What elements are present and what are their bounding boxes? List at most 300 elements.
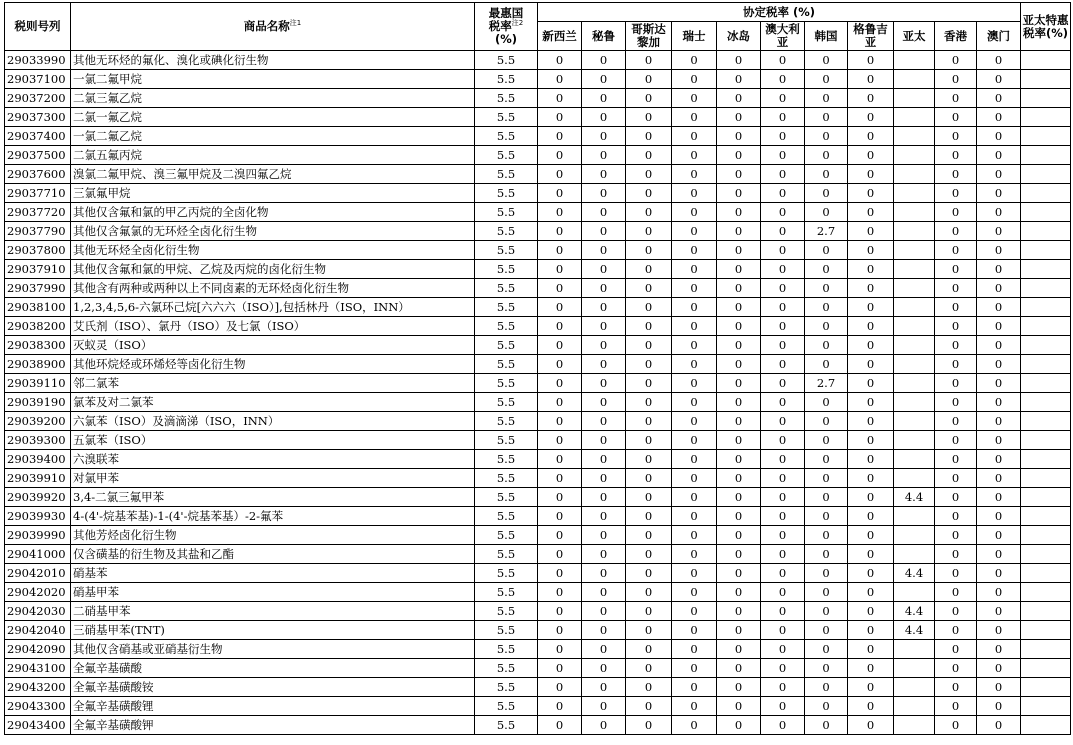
apta-special-cell [1021,621,1071,640]
agreement-rate-cell: 0 [805,450,848,469]
agreement-rate-cell: 0 [538,450,582,469]
agreement-rate-cell: 0 [977,545,1021,564]
agreement-rate-cell: 0 [848,108,894,127]
agreement-rate-cell: 0 [935,317,977,336]
agreement-rate-cell: 0 [717,621,761,640]
agreement-rate-cell: 0 [538,545,582,564]
header-country: 香港 [935,22,977,51]
table-row [5,108,1071,127]
agreement-rate-cell: 0 [805,355,848,374]
tariff-code-cell: 29037720 [5,203,71,222]
apta-special-cell [1021,545,1071,564]
agreement-rate-cell: 0 [672,203,717,222]
header-country: 澳门 [977,22,1021,51]
header-country: 冰岛 [717,22,761,51]
agreement-rate-cell: 0 [935,583,977,602]
agreement-rate-cell: 0 [848,279,894,298]
mfn-rate-cell: 5.5 [475,583,538,602]
agreement-rate-cell: 0 [582,526,626,545]
agreement-rate-cell: 0 [538,564,582,583]
agreement-rate-cell: 0 [582,279,626,298]
table-row [5,279,1071,298]
agreement-rate-cell: 0 [935,621,977,640]
agreement-rate-cell: 0 [538,374,582,393]
agreement-rate-cell: 0 [935,89,977,108]
agreement-rate-cell: 0 [935,222,977,241]
tariff-code-cell: 29039200 [5,412,71,431]
agreement-rate-cell: 0 [717,412,761,431]
agreement-rate-cell: 0 [848,602,894,621]
agreement-rate-cell: 0 [717,450,761,469]
table-row [5,70,1071,89]
agreement-rate-cell: 0 [538,260,582,279]
agreement-rate-cell: 0 [935,336,977,355]
agreement-rate-cell [894,260,935,279]
agreement-rate-cell: 0 [582,450,626,469]
agreement-rate-cell: 0 [538,70,582,89]
agreement-rate-cell: 0 [848,241,894,260]
agreement-rate-cell: 0 [717,241,761,260]
agreement-rate-cell [894,127,935,146]
table-row [5,564,1071,583]
agreement-rate-cell: 0 [672,716,717,735]
agreement-rate-cell: 0 [935,146,977,165]
tariff-code-cell: 29043100 [5,659,71,678]
agreement-rate-cell: 0 [805,241,848,260]
agreement-rate-cell: 0 [805,602,848,621]
tariff-code-cell: 29042020 [5,583,71,602]
agreement-rate-cell: 0 [761,716,805,735]
agreement-rate-cell: 0 [538,146,582,165]
agreement-rate-cell: 0 [977,640,1021,659]
agreement-rate-cell: 0 [672,450,717,469]
agreement-rate-cell: 0 [672,127,717,146]
agreement-rate-cell: 0 [761,602,805,621]
agreement-rate-cell: 0 [848,412,894,431]
agreement-rate-cell: 0 [761,241,805,260]
agreement-rate-cell: 0 [626,526,672,545]
table-row [5,374,1071,393]
agreement-rate-cell: 0 [848,298,894,317]
agreement-rate-cell: 0 [848,450,894,469]
agreement-rate-cell: 0 [935,203,977,222]
agreement-rate-cell: 0 [672,374,717,393]
agreement-rate-cell: 0 [717,583,761,602]
agreement-rate-cell: 0 [582,431,626,450]
agreement-rate-cell: 0 [582,659,626,678]
agreement-rate-cell: 0 [672,108,717,127]
agreement-rate-cell: 0 [761,469,805,488]
agreement-rate-cell: 0 [626,716,672,735]
mfn-rate-cell: 5.5 [475,374,538,393]
agreement-rate-cell: 0 [582,602,626,621]
agreement-rate-cell: 0 [761,184,805,203]
agreement-rate-cell: 0 [538,583,582,602]
table-row [5,412,1071,431]
agreement-rate-cell: 0 [805,431,848,450]
agreement-rate-cell: 0 [935,393,977,412]
apta-special-cell [1021,431,1071,450]
agreement-rate-cell: 0 [935,241,977,260]
agreement-rate-cell: 0 [582,165,626,184]
agreement-rate-cell: 0 [582,241,626,260]
agreement-rate-cell: 0 [626,640,672,659]
agreement-rate-cell [894,431,935,450]
agreement-rate-cell: 0 [538,488,582,507]
header-country: 韩国 [805,22,848,51]
tariff-code-cell: 29037100 [5,70,71,89]
table-body [5,51,1071,735]
agreement-rate-cell: 0 [672,602,717,621]
tariff-code-cell: 29037400 [5,127,71,146]
agreement-rate-cell: 0 [582,184,626,203]
agreement-rate-cell: 0 [717,697,761,716]
agreement-rate-cell: 0 [672,241,717,260]
agreement-rate-cell: 4.4 [894,602,935,621]
product-name-cell: 艾氏剂（ISO）、氯丹（ISO）及七氯（ISO） [71,317,475,336]
agreement-rate-cell: 0 [761,583,805,602]
tariff-code-cell: 29037800 [5,241,71,260]
agreement-rate-cell: 0 [761,564,805,583]
agreement-rate-cell: 0 [717,70,761,89]
product-name-cell: 灭蚁灵（ISO） [71,336,475,355]
agreement-rate-cell: 0 [582,393,626,412]
agreement-rate-cell: 0 [805,412,848,431]
product-name-cell: 一氯二氟乙烷 [71,127,475,146]
table-row [5,184,1071,203]
agreement-rate-cell: 0 [626,507,672,526]
agreement-rate-cell: 0 [672,621,717,640]
agreement-rate-cell: 0 [805,526,848,545]
agreement-rate-cell: 0 [538,412,582,431]
agreement-rate-cell: 0 [626,697,672,716]
agreement-rate-cell: 0 [717,355,761,374]
agreement-rate-cell: 0 [805,127,848,146]
agreement-rate-cell: 0 [977,241,1021,260]
product-name-cell: 3,4-二氯三氟甲苯 [71,488,475,507]
agreement-rate-cell: 0 [672,659,717,678]
tariff-code-cell: 29043400 [5,716,71,735]
agreement-rate-cell: 0 [805,697,848,716]
agreement-rate-cell [894,146,935,165]
apta-special-cell [1021,488,1071,507]
mfn-rate-cell: 5.5 [475,165,538,184]
table-row [5,450,1071,469]
agreement-rate-cell [894,355,935,374]
agreement-rate-cell: 0 [626,393,672,412]
agreement-rate-cell: 4.4 [894,621,935,640]
tariff-code-cell: 29042090 [5,640,71,659]
agreement-rate-cell: 0 [626,70,672,89]
agreement-rate-cell: 0 [672,355,717,374]
apta-special-cell [1021,564,1071,583]
agreement-rate-cell: 0 [977,488,1021,507]
mfn-rate-cell: 5.5 [475,70,538,89]
agreement-rate-cell: 0 [977,659,1021,678]
header-country: 新西兰 [538,22,582,51]
agreement-rate-cell: 0 [672,317,717,336]
tariff-code-cell: 29033990 [5,51,71,70]
table-row [5,393,1071,412]
agreement-rate-cell: 0 [582,260,626,279]
agreement-rate-cell: 0 [935,564,977,583]
agreement-rate-cell [894,108,935,127]
agreement-rate-cell: 0 [848,716,894,735]
header-code: 税则号列 [5,3,71,51]
apta-special-cell [1021,374,1071,393]
agreement-rate-cell: 0 [717,108,761,127]
tariff-code-cell: 29043200 [5,678,71,697]
agreement-rate-cell: 2.7 [805,222,848,241]
agreement-rate-cell: 0 [582,203,626,222]
table-row [5,602,1071,621]
agreement-rate-cell: 0 [672,393,717,412]
agreement-rate-cell: 0 [672,697,717,716]
agreement-rate-cell: 0 [761,621,805,640]
agreement-rate-cell: 0 [582,621,626,640]
agreement-rate-cell: 0 [848,127,894,146]
product-name-cell: 其他仅含氟氯的无环烃全卤化衍生物 [71,222,475,241]
agreement-rate-cell: 0 [626,184,672,203]
agreement-rate-cell: 0 [848,583,894,602]
agreement-rate-cell: 0 [848,526,894,545]
agreement-rate-cell: 0 [761,412,805,431]
agreement-rate-cell: 0 [977,203,1021,222]
agreement-rate-cell: 0 [805,146,848,165]
agreement-rate-cell: 0 [848,469,894,488]
agreement-rate-cell: 0 [977,716,1021,735]
mfn-rate-cell: 5.5 [475,640,538,659]
agreement-rate-cell: 0 [977,393,1021,412]
agreement-rate-cell: 0 [935,70,977,89]
table-row [5,431,1071,450]
agreement-rate-cell: 0 [977,526,1021,545]
agreement-rate-cell: 0 [582,108,626,127]
product-name-cell: 二硝基甲苯 [71,602,475,621]
agreement-rate-cell: 0 [717,165,761,184]
table-row [5,355,1071,374]
table-row [5,621,1071,640]
agreement-rate-cell: 0 [848,355,894,374]
agreement-rate-cell: 0 [626,279,672,298]
agreement-rate-cell [894,640,935,659]
agreement-rate-cell: 0 [717,564,761,583]
agreement-rate-cell: 0 [538,317,582,336]
apta-special-cell [1021,222,1071,241]
agreement-rate-cell: 0 [848,621,894,640]
agreement-rate-cell: 0 [935,526,977,545]
agreement-rate-cell [894,336,935,355]
agreement-rate-cell: 0 [717,317,761,336]
agreement-rate-cell: 0 [935,374,977,393]
agreement-rate-cell: 0 [582,222,626,241]
agreement-rate-cell: 0 [672,564,717,583]
agreement-rate-cell: 0 [717,469,761,488]
agreement-rate-cell: 0 [717,222,761,241]
agreement-rate-cell: 0 [582,469,626,488]
agreement-rate-cell: 0 [626,127,672,146]
product-name-cell: 硝基甲苯 [71,583,475,602]
apta-special-cell [1021,640,1071,659]
agreement-rate-cell: 0 [977,260,1021,279]
agreement-rate-cell: 0 [761,374,805,393]
apta-special-cell [1021,51,1071,70]
agreement-rate-cell: 0 [848,203,894,222]
agreement-rate-cell [894,184,935,203]
table-row [5,678,1071,697]
agreement-rate-cell: 0 [717,488,761,507]
apta-special-cell [1021,697,1071,716]
agreement-rate-cell: 0 [805,336,848,355]
agreement-rate-cell [894,222,935,241]
agreement-rate-cell: 0 [977,89,1021,108]
product-name-cell: 全氟辛基磺酸铵 [71,678,475,697]
table-row [5,526,1071,545]
header-country: 格鲁吉亚 [848,22,894,51]
agreement-rate-cell: 0 [977,602,1021,621]
agreement-rate-cell: 0 [626,51,672,70]
agreement-rate-cell: 0 [672,545,717,564]
agreement-rate-cell: 0 [761,488,805,507]
apta-special-cell [1021,298,1071,317]
agreement-rate-cell: 0 [626,545,672,564]
agreement-rate-cell: 0 [538,469,582,488]
product-name-cell: 全氟辛基磺酸锂 [71,697,475,716]
agreement-rate-cell: 0 [805,583,848,602]
agreement-rate-cell: 0 [977,412,1021,431]
agreement-rate-cell: 0 [582,146,626,165]
agreement-rate-cell: 0 [672,70,717,89]
agreement-rate-cell: 0 [672,469,717,488]
agreement-rate-cell: 0 [626,583,672,602]
apta-special-cell [1021,146,1071,165]
agreement-rate-cell: 0 [761,545,805,564]
agreement-rate-cell: 0 [805,678,848,697]
agreement-rate-cell: 0 [582,564,626,583]
tariff-table [4,2,1071,735]
apta-special-cell [1021,412,1071,431]
apta-special-cell [1021,70,1071,89]
agreement-rate-cell: 0 [538,51,582,70]
agreement-rate-cell: 0 [626,678,672,697]
agreement-rate-cell: 0 [626,469,672,488]
agreement-rate-cell: 0 [582,127,626,146]
apta-special-cell [1021,260,1071,279]
mfn-rate-cell: 5.5 [475,678,538,697]
agreement-rate-cell: 0 [805,279,848,298]
apta-special-cell [1021,507,1071,526]
agreement-rate-cell: 0 [672,640,717,659]
agreement-rate-cell: 0 [805,507,848,526]
agreement-rate-cell: 0 [761,355,805,374]
agreement-rate-cell: 0 [848,165,894,184]
header-mfn: 最惠国 税率$^{注2}$ (%) [475,3,538,51]
product-name-cell: 硝基苯 [71,564,475,583]
agreement-rate-cell [894,545,935,564]
header-country: 秘鲁 [582,22,626,51]
agreement-rate-cell: 0 [672,583,717,602]
header-name: 商品名称$^{注1}$ [71,3,475,51]
agreement-rate-cell: 0 [805,108,848,127]
agreement-rate-cell: 0 [626,412,672,431]
agreement-rate-cell: 0 [672,488,717,507]
agreement-rate-cell: 0 [805,488,848,507]
header-country: 亚太 [894,22,935,51]
agreement-rate-cell: 0 [538,716,582,735]
product-name-cell: 其他无环烃的氟化、溴化或碘化衍生物 [71,51,475,70]
agreement-rate-cell: 0 [538,127,582,146]
agreement-rate-cell: 0 [626,89,672,108]
agreement-rate-cell: 0 [761,165,805,184]
mfn-rate-cell: 5.5 [475,393,538,412]
product-name-cell: 其他仅含硝基或亚硝基衍生物 [71,640,475,659]
agreement-rate-cell: 0 [977,184,1021,203]
agreement-rate-cell: 0 [582,298,626,317]
mfn-rate-cell: 5.5 [475,412,538,431]
agreement-rate-cell: 0 [761,336,805,355]
table-row [5,298,1071,317]
agreement-rate-cell: 0 [977,697,1021,716]
header-country: 澳大利亚 [761,22,805,51]
agreement-rate-cell: 0 [848,545,894,564]
mfn-rate-cell: 5.5 [475,507,538,526]
agreement-rate-cell: 0 [538,621,582,640]
agreement-rate-cell: 0 [626,431,672,450]
agreement-rate-cell [894,507,935,526]
product-name-cell: 其他环烷烃或环烯烃等卤化衍生物 [71,355,475,374]
agreement-rate-cell: 0 [626,260,672,279]
tariff-code-cell: 29038100 [5,298,71,317]
agreement-rate-cell: 0 [977,469,1021,488]
mfn-rate-cell: 5.5 [475,127,538,146]
mfn-rate-cell: 5.5 [475,51,538,70]
agreement-rate-cell: 0 [761,697,805,716]
agreement-rate-cell: 0 [935,545,977,564]
agreement-rate-cell: 0 [805,659,848,678]
agreement-rate-cell: 0 [935,279,977,298]
product-name-cell: 全氟辛基磺酸钾 [71,716,475,735]
agreement-rate-cell: 0 [538,336,582,355]
product-name-cell: 五氯苯（ISO） [71,431,475,450]
header-apta-special: 亚太特惠税率(%) [1021,3,1071,51]
table-row [5,469,1071,488]
agreement-rate-cell: 0 [935,260,977,279]
apta-special-cell [1021,108,1071,127]
tariff-code-cell: 29039190 [5,393,71,412]
agreement-rate-cell: 0 [672,146,717,165]
agreement-rate-cell [894,450,935,469]
agreement-rate-cell: 0 [717,602,761,621]
agreement-rate-cell: 0 [935,412,977,431]
agreement-rate-cell: 0 [848,222,894,241]
mfn-rate-cell: 5.5 [475,488,538,507]
agreement-rate-cell: 0 [626,488,672,507]
mfn-rate-cell: 5.5 [475,355,538,374]
agreement-rate-cell: 0 [805,469,848,488]
tariff-code-cell: 29037990 [5,279,71,298]
agreement-rate-cell: 0 [538,431,582,450]
agreement-rate-cell: 0 [977,507,1021,526]
agreement-rate-cell: 0 [582,507,626,526]
table-row [5,146,1071,165]
agreement-rate-cell [894,165,935,184]
table-row [5,659,1071,678]
table-row [5,716,1071,735]
agreement-rate-cell: 0 [848,564,894,583]
table-row [5,697,1071,716]
header-country: 哥斯达黎加 [626,22,672,51]
product-name-cell: 其他芳烃卤化衍生物 [71,526,475,545]
